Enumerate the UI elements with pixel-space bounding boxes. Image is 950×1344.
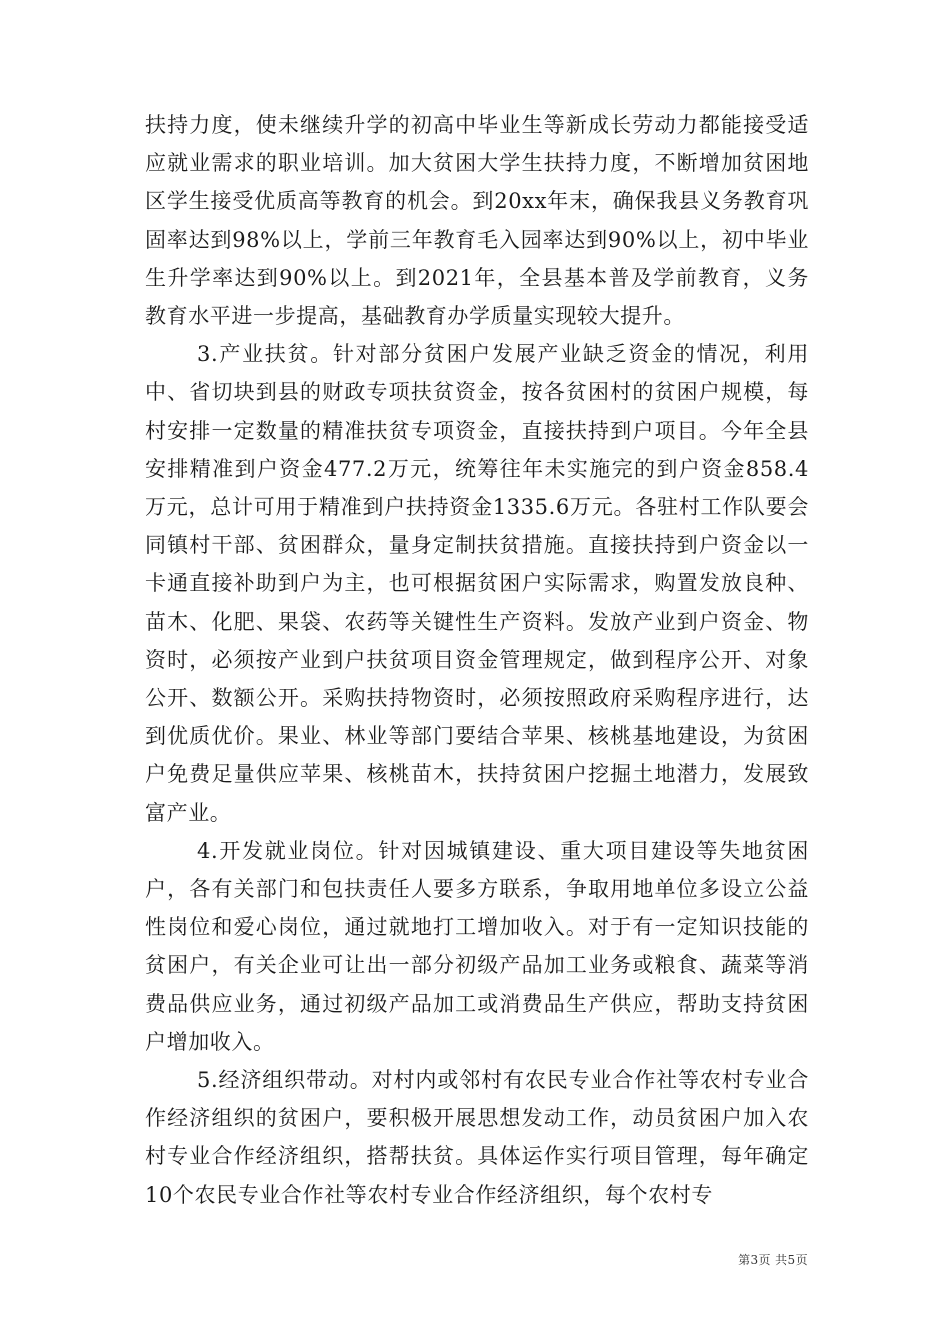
paragraph-economic-organization: 5.经济组织带动。对村内或邻村有农民专业合作社等农村专业合作经济组织的贫困户，要积极开展思想发动工作，动员贫困户加入农村专业合作经济组织，搭帮扶贫。具体运作实行项目管理，每年确定10个农民专业合作社等农村专业合作经济组织，每个农村专: [145, 1068, 809, 1207]
document-body: [145, 106, 809, 1214]
page-number-footer: 第3页 共5页: [738, 1253, 808, 1267]
paragraph-industry-poverty-relief: 3.产业扶贫。针对部分贫困户发展产业缺乏资金的情况，利用中、省切块到县的财政专项扶贫资金，按各贫困村的贫困户规模，每村安排一定数量的精准扶贫专项资金，直接扶持到户项目。今年全县安排精准到户资金477.2万元，统筹往年未实施完的到户资金858.4万元，总计可用于精准到户扶持资金1335.6万元。各驻村工作队要会同镇村干部、贫困群众，量身定制扶贫措施。直接扶持到户资金以一卡通直接补助到户为主，也可根据贫困户实际需求，购置发放良种、苗木、化肥、果袋、农药等关键性生产资料。发放产业到户资金、物资时，必须按产业到户扶贫项目资金管理规定，做到程序公开、对象公开、数额公开。采购扶持物资时，必须按照政府采购程序进行，达到优质优价。果业、林业等部门要结合苹果、核桃基地建设，为贫困户免费足量供应苹果、核桃苗木，扶持贫困户挖掘土地潜力，发展致富产业。: [145, 342, 809, 825]
paragraph-education-continued: 扶持力度，使未继续升学的初高中毕业生等新成长劳动力都能接受适应就业需求的职业培训。加大贫困大学生扶持力度，不断增加贫困地区学生接受优质高等教育的机会。到20xx年末，确保我县义务教育巩固率达到98%以上，学前三年教育毛入园率达到90%以上，初中毕业生升学率达到90%以上。到2021年，全县基本普及学前教育，义务教育水平进一步提高，基础教育办学质量实现较大提升。: [145, 113, 809, 329]
paragraph-employment-posts: 4.开发就业岗位。针对因城镇建设、重大项目建设等失地贫困户，各有关部门和包扶责任人要多方联系，争取用地单位多设立公益性岗位和爱心岗位，通过就地打工增加收入。对于有一定知识技能的贫困户，有关企业可让出一部分初级产品加工业务或粮食、蔬菜等消费品供应业务，通过初级产品加工或消费品生产供应，帮助支持贫困户增加收入。: [145, 838, 809, 1054]
